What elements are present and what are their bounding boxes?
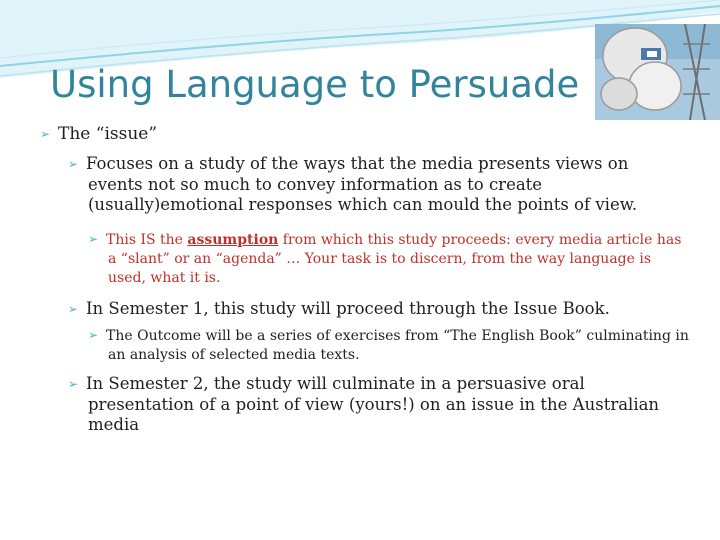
bullet-arrow-icon: ➢ — [68, 377, 79, 391]
bullet-focuses: ➢ Focuses on a study of the ways that the media presents views on events not so much to convey information as to create (usually)emotional responses which can mould the points of view. — [68, 154, 638, 215]
bullet-outcome: ➢ The Outcome will be a series of exercises from “The English Book” culminating in an analysis of selected media texts. — [88, 328, 689, 363]
bullet-issue: ➢ The “issue” — [40, 124, 158, 144]
bullet-arrow-icon: ➢ — [68, 157, 79, 171]
assumption-emphasis: assumption — [187, 232, 279, 248]
bullet-arrow-icon: ➢ — [88, 232, 99, 246]
bullet-arrow-icon: ➢ — [40, 127, 51, 141]
bullet-arrow-icon: ➢ — [68, 302, 79, 316]
bullet-arrow-icon: ➢ — [88, 328, 99, 342]
bullet-assumption: ➢ This IS the assumption from which this study proceeds: every media article has a “slant” or an “agenda” … Your task is to discern, from the way language is used, what it is. — [88, 232, 682, 286]
slide-title: Using Language to Persuade — [50, 63, 580, 106]
bullet-semester-2: ➢ In Semester 2, the study will culminate in a persuasive oral presentation of a point of view (yours!) on an issue in the Australian media — [68, 374, 660, 435]
bullet-semester-1: ➢ In Semester 1, this study will proceed through the Issue Book. — [68, 299, 610, 318]
